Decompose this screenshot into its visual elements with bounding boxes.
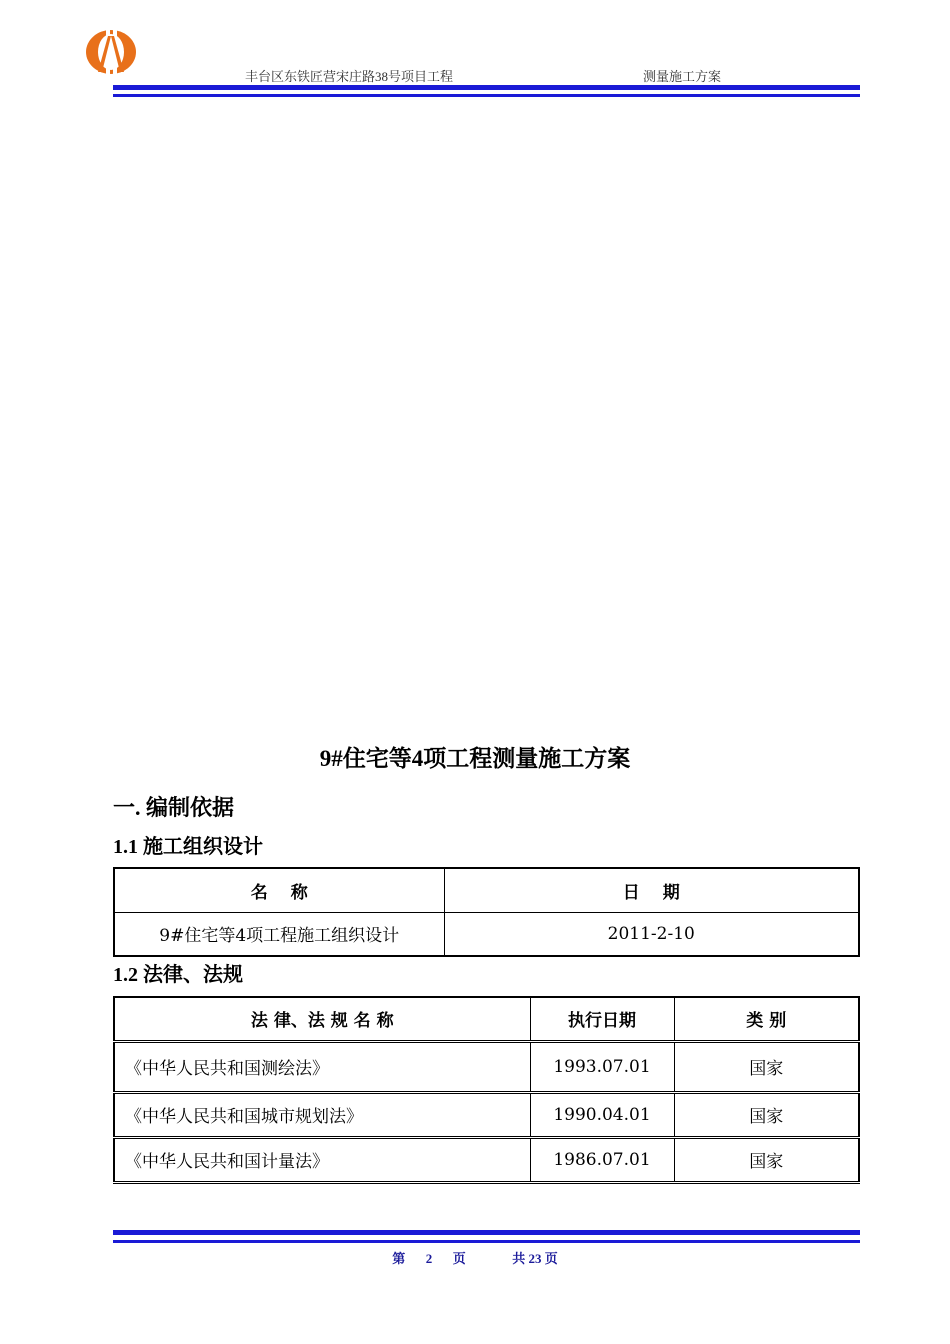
header-rule-thin: [113, 94, 860, 97]
document-title: 9#住宅等4项工程测量施工方案: [319, 746, 631, 771]
table-header-row: [114, 868, 859, 912]
column-header-category: 类 别: [674, 997, 859, 1041]
page-number: 2: [425, 1251, 433, 1266]
column-header-name: 名 称: [114, 868, 444, 912]
cell-law-name: 《中华人民共和国计量法》: [114, 1137, 530, 1182]
page-label-post: 页: [452, 1251, 466, 1266]
cell-effective-date: 1993.07.01: [530, 1041, 674, 1092]
cell-date: 2011-2-10: [444, 912, 859, 956]
subsection-heading-1-2: 1.2 法律、法规: [113, 964, 243, 986]
header-rule-thick: [113, 85, 860, 90]
cell-law-name: 《中华人民共和国测绘法》: [114, 1041, 530, 1092]
section-heading: 一. 编制依据: [113, 795, 235, 820]
construction-design-table: [113, 867, 860, 957]
cell-name: 9#住宅等4项工程施工组织设计: [114, 912, 444, 956]
company-logo-icon: [84, 26, 138, 76]
footer-rule-thin: [113, 1240, 860, 1243]
subsection-heading-1-1: 1.1 施工组织设计: [113, 836, 263, 858]
cell-effective-date: 1986.07.01: [530, 1137, 674, 1182]
cell-category: 国家: [674, 1137, 859, 1182]
total-pages: 23: [528, 1251, 542, 1266]
header-doc-type: 测量施工方案: [643, 69, 722, 84]
column-header-effective-date: 执行日期: [530, 997, 674, 1041]
page-footer: [0, 1248, 950, 1267]
table-row: [114, 912, 859, 956]
column-header-law-name: 法 律、法 规 名 称: [114, 997, 530, 1041]
total-label-post: 页: [544, 1251, 558, 1266]
table-header-row: [114, 997, 859, 1041]
cell-category: 国家: [674, 1092, 859, 1137]
laws-regulations-table: [113, 996, 860, 1184]
total-label-pre: 共: [512, 1251, 526, 1266]
table-row: [114, 1041, 859, 1092]
cell-effective-date: 1990.04.01: [530, 1092, 674, 1137]
cell-law-name: 《中华人民共和国城市规划法》: [114, 1092, 530, 1137]
column-header-date: 日 期: [444, 868, 859, 912]
header-project-name: 丰台区东铁匠营宋庄路38号项目工程: [245, 69, 454, 84]
page-label-pre: 第: [392, 1251, 406, 1266]
cell-category: 国家: [674, 1041, 859, 1092]
table-row: [114, 1092, 859, 1137]
table-row: [114, 1137, 859, 1182]
footer-rule-thick: [113, 1230, 860, 1235]
